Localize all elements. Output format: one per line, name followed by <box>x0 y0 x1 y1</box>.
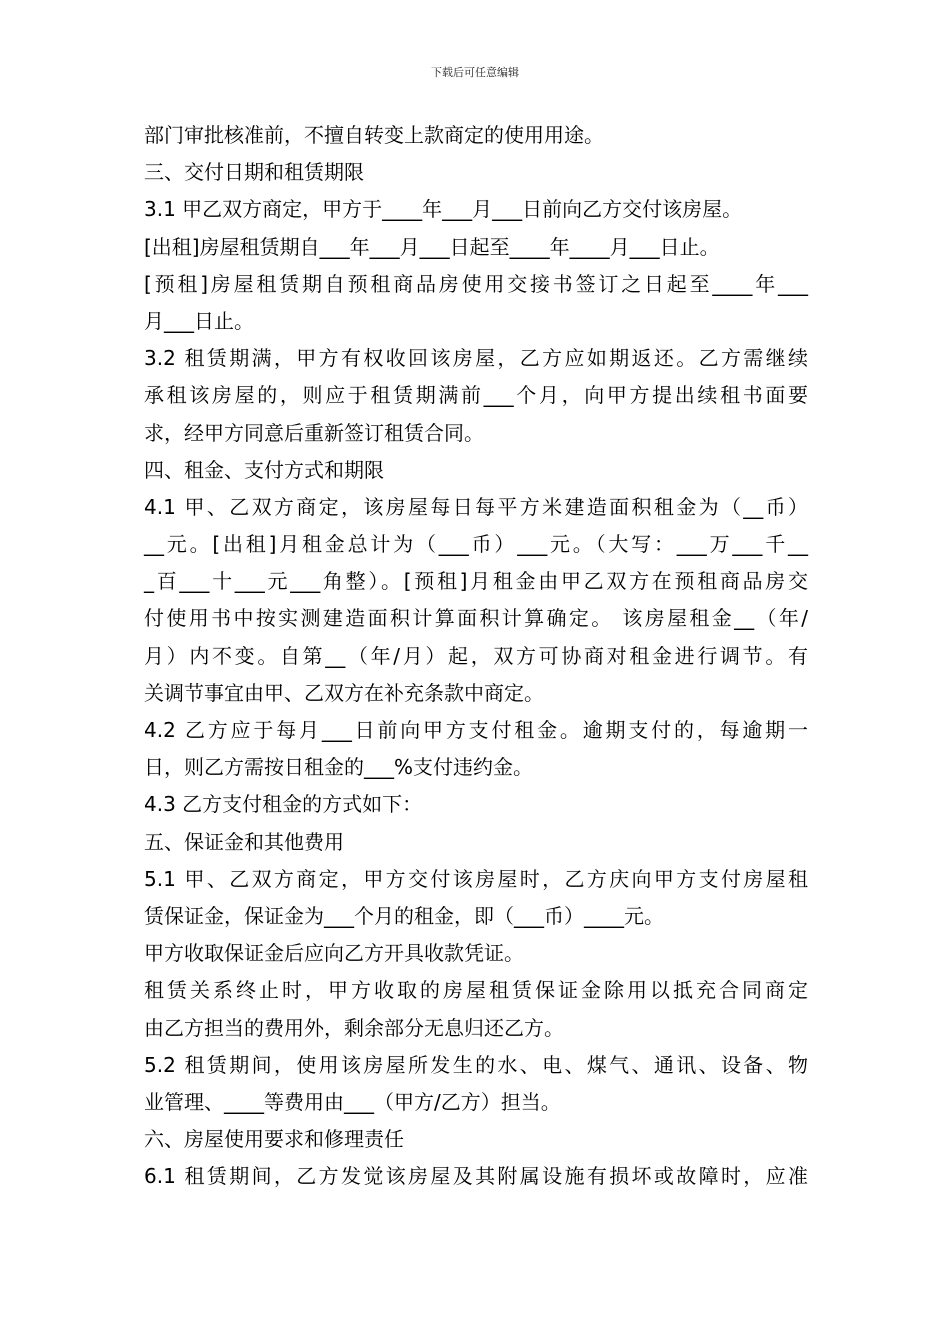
text-line: 3.1 甲乙双方商定，甲方于____年___月___日前向乙方交付该房屋。 <box>144 197 743 222</box>
text-line: 6.1 租赁期间，乙方发觉该房屋及其附属设施有损坏或故障时，应准 <box>144 1164 808 1189</box>
page-header: 下载后可任意编辑 <box>431 66 519 79</box>
text-line: 部门审批核准前，不擅自转变上款商定的使用用途。 <box>144 123 604 147</box>
document-body <box>144 117 808 1195</box>
text-line: 三、交付日期和租赁期限 <box>144 160 364 185</box>
text-line: 由乙方担当的费用外，剩余部分无息归还乙方。 <box>144 1015 564 1040</box>
text-line: 赁保证金，保证金为___个月的租金，即（___币）____元。 <box>144 903 664 928</box>
text-line: 5.2 租赁期间，使用该房屋所发生的水、电、煤气、通讯、设备、物 <box>144 1052 808 1077</box>
text-line: 承租该房屋的，则应于租赁期满前___个月，向甲方提出续租书面要 <box>144 383 808 408</box>
text-line: [预租]房屋租赁期自预租商品房使用交接书签订之日起至____年___ <box>144 271 808 296</box>
text-line: 日，则乙方需按日租金的___%支付违约金。 <box>144 755 534 780</box>
text-line: 4.1 甲、乙双方商定，该房屋每日每平方米建造面积租金为（__币） <box>144 494 808 519</box>
text-line: 月___日止。 <box>144 308 254 333</box>
text-line: _百___十___元___角整）。[预租]月租金由甲乙双方在预租商品房交 <box>144 569 808 594</box>
text-line: __元。[出租]月租金总计为（___币）___元。（大写：___万___千__ <box>144 532 808 557</box>
text-line: 3.2 租赁期满，甲方有权收回该房屋，乙方应如期返还。乙方需继续 <box>144 346 808 371</box>
text-line: 月）内不变。自第__（年/月）起，双方可协商对租金进行调节。有 <box>144 643 808 668</box>
text-line: 业管理、____等费用由___（甲方/乙方）担当。 <box>144 1089 561 1114</box>
text-line: 四、租金、支付方式和期限 <box>144 457 384 482</box>
text-line: 关调节事宜由甲、乙双方在补充条款中商定。 <box>144 680 544 705</box>
text-line: 甲方收取保证金后应向乙方开具收款凭证。 <box>144 941 524 966</box>
text-line: 求，经甲方同意后重新签订租赁合同。 <box>144 420 484 445</box>
text-line: 租赁关系终止时，甲方收取的房屋租赁保证金除用以抵充合同商定 <box>144 978 808 1003</box>
text-line: 六、房屋使用要求和修理责任 <box>144 1127 404 1152</box>
text-line: [出租]房屋租赁期自___年___月___日起至____年____月___日止。 <box>144 234 720 259</box>
text-line: 五、保证金和其他费用 <box>144 829 344 854</box>
text-line: 5.1 甲、乙双方商定，甲方交付该房屋时，乙方庆向甲方支付房屋租 <box>144 866 808 891</box>
text-line: 4.3 乙方支付租金的方式如下： <box>144 792 423 817</box>
text-line: 4.2 乙方应于每月___日前向甲方支付租金。逾期支付的，每逾期一 <box>144 718 808 742</box>
text-line: 付使用书中按实测建造面积计算面积计算确定。 该房屋租金__（年/ <box>144 606 808 631</box>
